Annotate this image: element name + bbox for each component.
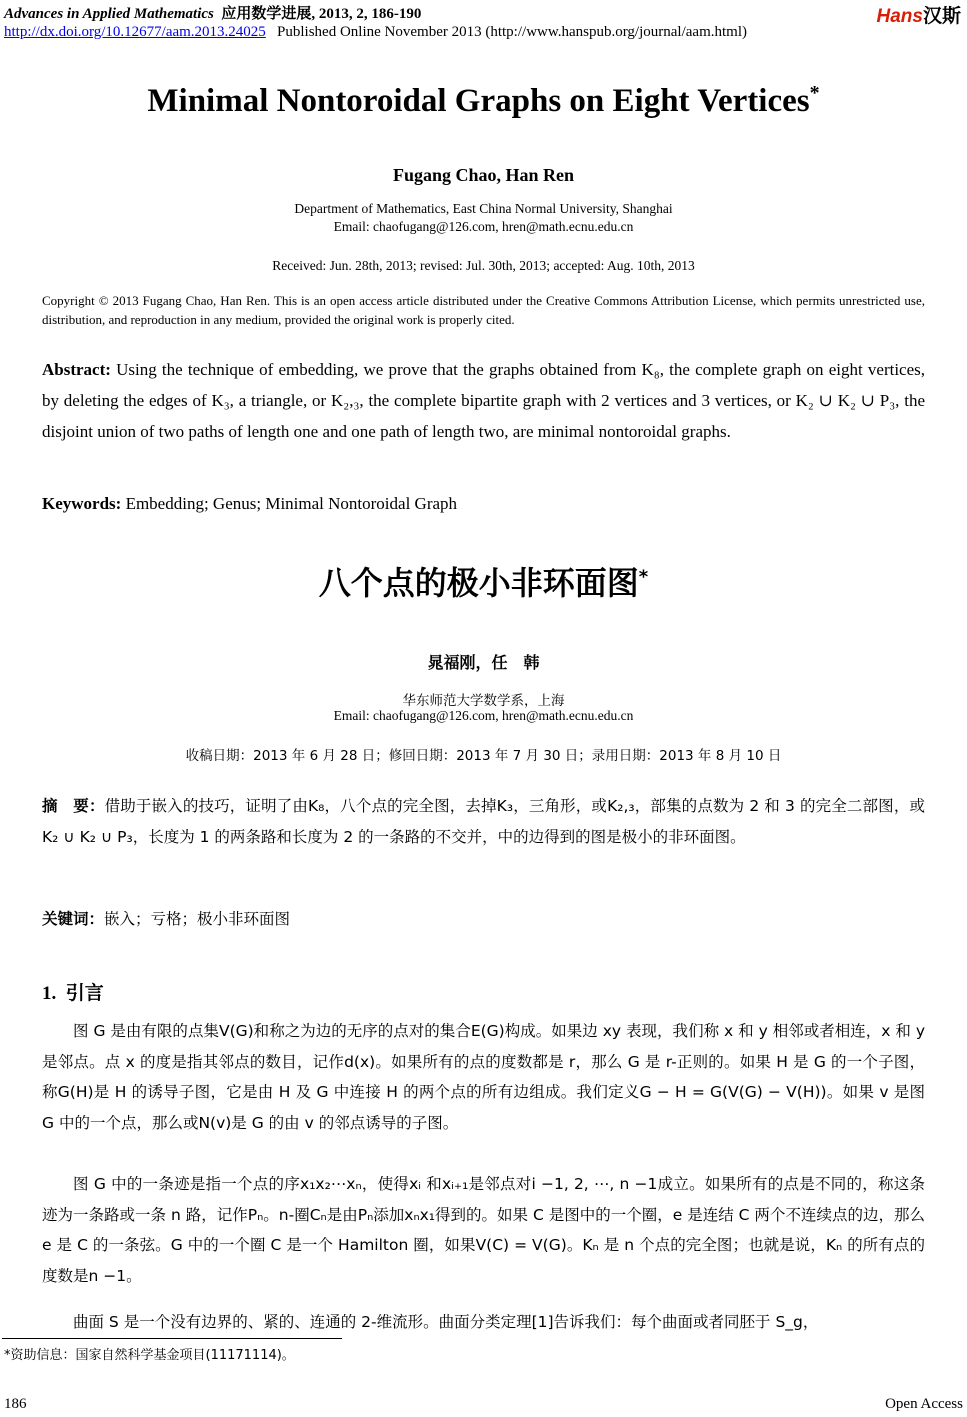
- journal-header: [4, 2, 421, 23]
- cn-email: Email: chaofugang@126.com, hren@math.ecnu.edu.cn: [333, 708, 634, 723]
- open-access-label: Open Access: [885, 1396, 963, 1412]
- cn-affiliation: 华东师范大学数学系，上海: [402, 693, 565, 709]
- doi-link[interactable]: http://dx.doi.org/10.12677/aam.2013.24025: [4, 24, 266, 40]
- footnote: *资助信息：国家自然科学基金项目(11171114)。: [4, 1348, 295, 1363]
- cn-abstract: [42, 791, 925, 853]
- cn-dates: 收稿日期：2013 年 6 月 28 日；修回日期：2013 年 7 月 30 日；录用日期：2013 年 8 月 10 日: [185, 748, 782, 764]
- published-info: Published Online November 2013 (http://www.hanspub.org/journal/aam.html): [277, 24, 747, 40]
- abstract-label: Abstract:: [42, 360, 111, 379]
- cn-abstract-label: 摘 要：: [42, 797, 105, 815]
- paragraph: 曲面 S 是一个没有边界的、紧的、连通的 2-维流形。曲面分类定理[1]告诉我们：每个曲面或者同胚于 S_g，: [73, 1313, 819, 1331]
- keywords-label: Keywords:: [42, 494, 122, 513]
- cn-keywords-label: 关键词：: [42, 910, 105, 928]
- affiliation: Department of Mathematics, East China Normal University, Shanghai: [294, 201, 673, 216]
- paragraph: 图 G 中的一条迹是指一个点的序x₁x₂⋯xₙ，使得xᵢ 和xᵢ₊₁是邻点对i −1, 2, ⋯, n −1成立。如果所有的点是不同的，称这条迹为一条路或一条 n 路，记作Pₙ。n-圈Cₙ是由Pₙ添加xₙx₁得到的。如果 C 是图中的一个圈，e 是连结 C 两个不连续点的边，那么 e 是 C 的一条弦。G 中的一个圈 C 是一个 Hamilton 圈，如果V(C) = V(G)。Kₙ 是 n 个点的完全图；也就是说，Kₙ 的所有点的度数是n −1。: [42, 1175, 925, 1285]
- publisher-logo: [877, 1, 961, 28]
- logo-latin: Hans: [876, 6, 923, 27]
- section-heading: [42, 978, 104, 1005]
- title-text: Minimal Nontoroidal Graphs on Eight Vertices: [147, 83, 810, 119]
- cn-authors: 晁福刚，任 韩: [427, 653, 540, 672]
- footnote-rule: [2, 1338, 342, 1339]
- cn-title: [0, 558, 967, 604]
- cn-title-text: 八个点的极小非环面图: [318, 564, 639, 602]
- section-number: 1.: [42, 983, 57, 1004]
- cn-title-footnote-mark: *: [638, 566, 649, 588]
- keywords-text: Embedding; Genus; Minimal Nontoroidal Graph: [125, 494, 458, 513]
- logo-cn: 汉斯: [922, 6, 961, 27]
- paper-title: [0, 82, 967, 120]
- title-footnote-mark: *: [809, 82, 820, 104]
- copyright: Copyright © 2013 Fugang Chao, Han Ren. This is an open access article distributed under the Creative Commons Attribution License, which permits unrestricted use, distribution, and reproduction in any medium, provided the original work is properly cited.: [42, 293, 925, 327]
- section-title: 引言: [65, 982, 104, 1004]
- cn-keywords-text: 嵌入；亏格；极小非环面图: [104, 910, 291, 928]
- authors: Fugang Chao, Han Ren: [392, 165, 575, 185]
- journal-cn: 应用数学进展, 2013, 2, 186-190: [221, 6, 422, 22]
- journal-name: Advances in Applied Mathematics: [4, 6, 214, 22]
- dates: Received: Jun. 28th, 2013; revised: Jul. 30th, 2013; accepted: Aug. 10th, 2013: [272, 258, 695, 273]
- keywords: [42, 494, 925, 514]
- abstract: [42, 354, 925, 447]
- abstract-text: Using the technique of embedding, we prove that the graphs obtained from K₈, the complete graph on eight vertices, by deleting the edges of K₃, a triangle, or K₂,₃, the complete bipartite graph with 2 vertices and 3 vertices, or K₂ ∪ K₂ ∪ P₃, the disjoint union of two paths of length one and one path of length two, are minimal nontoroidal graphs.: [42, 360, 926, 441]
- doi-line: [4, 24, 747, 41]
- cn-abstract-text: 借助于嵌入的技巧，证明了由K₈，八个点的完全图，去掉K₃，三角形，或K₂,₃，部集的点数为 2 和 3 的完全二部图，或K₂ ∪ K₂ ∪ P₃，长度为 1 的两条路和长度为 2 的一条路的不交并，中的边得到的图是极小的非环面图。: [42, 797, 925, 846]
- email: Email: chaofugang@126.com, hren@math.ecnu.edu.cn: [333, 219, 634, 234]
- cn-keywords: [42, 907, 925, 929]
- page-number: 186: [4, 1396, 27, 1412]
- paragraph: 图 G 是由有限的点集V(G)和称之为边的无序的点对的集合E(G)构成。如果边 xy 表现，我们称 x 和 y 相邻或者相连，x 和 y 是邻点。点 x 的度是指其邻点的数目，记作d(x)。如果所有的点的度数都是 r，那么 G 是 r-正则的。如果 H 是 G 的一个子图，称G(H)是 H 的诱导子图，它是由 H 及 G 中连接 H 的两个点的所有边组成。我们定义G − H = G(V(G) − V(H))。如果 v 是图 G 中的一个点，那么或N(v)是 G 的由 v 的邻点诱导的子图。: [42, 1022, 925, 1132]
